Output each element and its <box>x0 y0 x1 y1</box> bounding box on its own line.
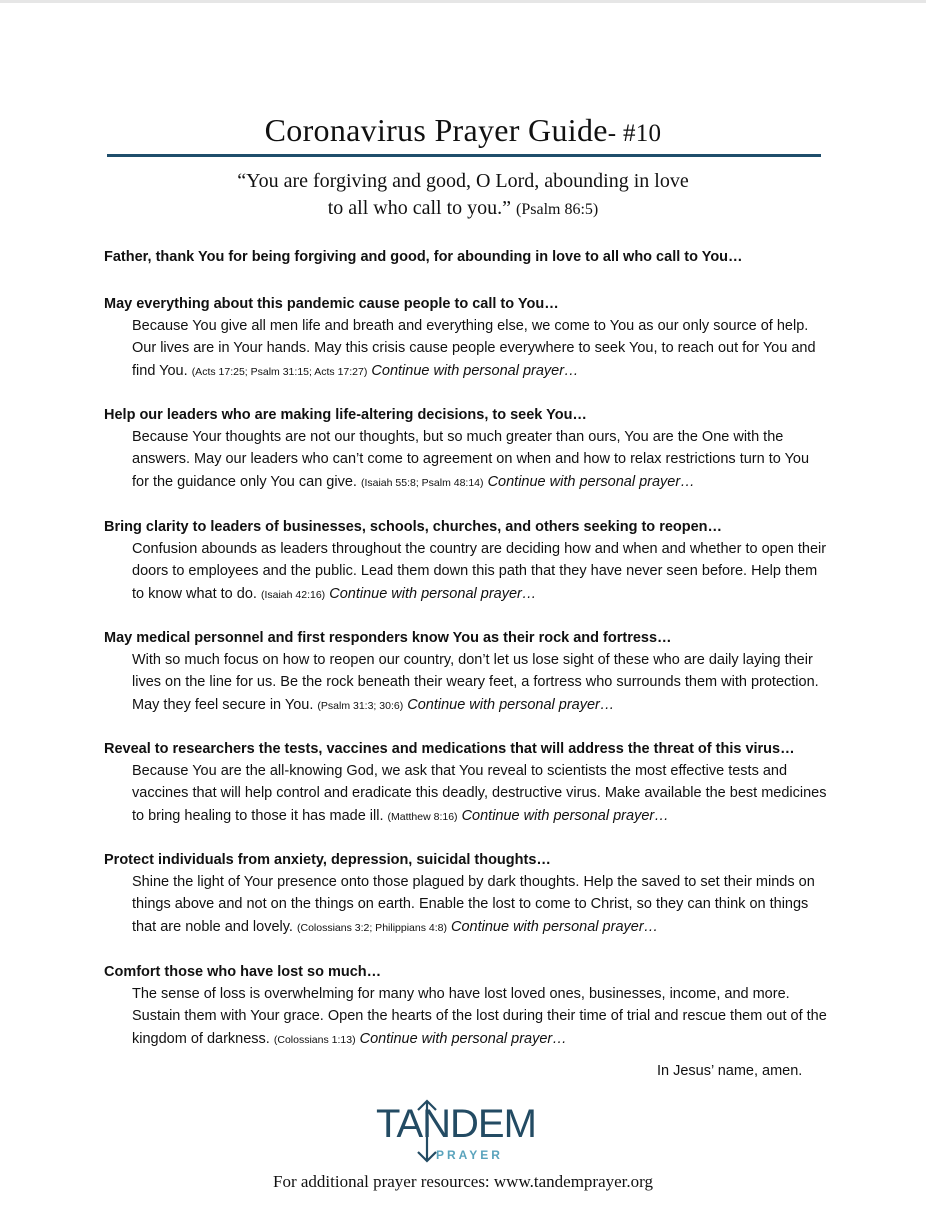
scripture-citation: (Isaiah 55:8; Psalm 48:14) <box>360 476 484 489</box>
closing-line: In Jesus’ name, amen. <box>657 1063 803 1079</box>
title-main: Coronavirus Prayer Guide <box>264 112 608 148</box>
section-body <box>132 649 829 717</box>
section-text: Because You are the all-knowing God, we ask that You reveal to scientists the most effective tests and vaccines that will help control and eradicate this deadly, destructive virus. Make available the best medicines to bring healing to those it has made ill. <box>132 763 827 824</box>
scripture-citation: (Matthew 8:16) <box>387 810 458 823</box>
key-verse <box>0 168 926 223</box>
continue-prompt: Continue with personal prayer… <box>451 918 659 935</box>
section-heading: Comfort those who have lost so much… <box>104 964 382 980</box>
prayer-section-1 <box>104 293 829 383</box>
section-heading: Help our leaders who are making life-altering decisions, to seek You… <box>104 407 587 423</box>
prayer-section-7 <box>104 961 829 1051</box>
section-text: Because You give all men life and breath and everything else, we come to You as our only source of help. Our lives are in Your hands. May this crisis cause people everywhere to seek You, to reach out for You and find You. <box>132 318 816 379</box>
section-body <box>132 871 829 939</box>
scripture-citation: (Psalm 31:3; 30:6) <box>317 699 404 712</box>
prayer-section-6 <box>104 849 829 939</box>
section-heading: Reveal to researchers the tests, vaccines and medications that will address the threat of this virus… <box>104 741 795 757</box>
continue-prompt: Continue with personal prayer… <box>407 696 615 713</box>
section-text: With so much focus on how to reopen our country, don’t let us lose sight of these who are daily laying their lives on the line for us. Be the rock beneath their weary feet, a fortress who surrounds them with protection. May they feel secure in You. <box>132 652 819 713</box>
section-body <box>132 538 829 606</box>
verse-reference: (Psalm 86:5) <box>516 201 599 218</box>
scripture-citation: (Acts 17:25; Psalm 31:15; Acts 17:27) <box>191 365 368 378</box>
title-underline <box>107 154 821 157</box>
section-heading: May medical personnel and first responders know You as their rock and fortress… <box>104 630 672 646</box>
prayer-section-4 <box>104 627 829 717</box>
section-text: Confusion abounds as leaders throughout the country are deciding how and when and whether to open their doors to employees and the public. Lead them down this path that they have never seen before. Help them to know what to do. <box>132 541 827 602</box>
continue-prompt: Continue with personal prayer… <box>371 362 579 379</box>
section-text: The sense of loss is overwhelming for many who have lost loved ones, businesses, income, and more. Sustain them with Your grace. Open the hearts of the lost during their time of trial and rescue them out of the kingdom of darkness. <box>132 986 827 1047</box>
section-body <box>132 426 829 494</box>
section-body <box>132 760 829 828</box>
section-text: Shine the light of Your presence onto those plagued by dark thoughts. Help the saved to set their minds on things above and not on the things on earth. Enable the lost to come to Christ, so they can think on things that are noble and lovely. <box>132 874 815 935</box>
title-number: - #10 <box>607 120 662 147</box>
section-heading: May everything about this pandemic cause people to call to You… <box>104 296 559 312</box>
section-body <box>132 983 829 1051</box>
prayer-section-2 <box>104 404 829 494</box>
section-heading: Bring clarity to leaders of businesses, schools, churches, and others seeking to reopen… <box>104 519 723 535</box>
tandem-prayer-logo <box>376 1098 546 1166</box>
page-title <box>0 112 926 149</box>
logo-subtitle: PRAYER <box>436 1148 503 1162</box>
scripture-citation: (Colossians 3:2; Philippians 4:8) <box>296 921 447 934</box>
verse-line-2: to all who call to you.” <box>327 197 512 219</box>
continue-prompt: Continue with personal prayer… <box>461 807 669 824</box>
section-body <box>132 315 829 383</box>
continue-prompt: Continue with personal prayer… <box>487 473 695 490</box>
continue-prompt: Continue with personal prayer… <box>329 585 537 602</box>
scripture-citation: (Colossians 1:13) <box>273 1033 356 1046</box>
continue-prompt: Continue with personal prayer… <box>359 1030 567 1047</box>
footer-resources: For additional prayer resources: www.tandemprayer.org <box>272 1172 654 1191</box>
intro-line: Father, thank You for being forgiving and good, for abounding in love to all who call to You… <box>104 249 743 265</box>
verse-line-1: “You are forgiving and good, O Lord, abounding in love <box>237 170 689 192</box>
section-heading: Protect individuals from anxiety, depression, suicidal thoughts… <box>104 852 551 868</box>
logo-wordmark: TANDEM <box>376 1102 536 1146</box>
section-text: Because Your thoughts are not our thoughts, but so much greater than ours, You are the One with the answers. May our leaders who can’t come to agreement on when and how to relax restrictions turn to You for the guidance only You can give. <box>132 429 810 490</box>
scripture-citation: (Isaiah 42:16) <box>260 588 326 601</box>
prayer-section-3 <box>104 516 829 606</box>
prayer-section-5 <box>104 738 829 828</box>
